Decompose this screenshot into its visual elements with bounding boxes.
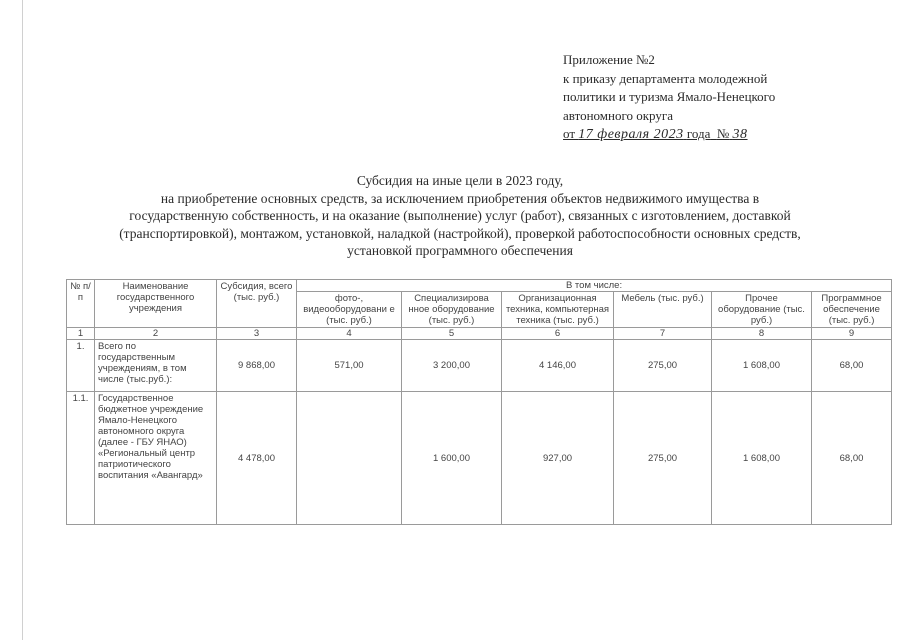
header-software: Программное обеспечение (тыс. руб.): [812, 292, 892, 328]
appendix-header: [563, 51, 893, 145]
cell-special-equipment: 3 200,00: [402, 340, 502, 392]
row-name: Всего по государственным учреждениям, в том числе (тыс.руб.):: [95, 340, 217, 392]
cell-other-equipment: 1 608,00: [712, 392, 812, 525]
header-num: № п/п: [67, 280, 95, 328]
column-number: 1: [67, 328, 95, 340]
cell-other-equipment: 1 608,00: [712, 340, 812, 392]
header-furniture: Мебель (тыс. руб.): [614, 292, 712, 328]
cell-photo-video: 571,00: [297, 340, 402, 392]
row-number: 1.: [67, 340, 95, 392]
cell-photo-video: [297, 392, 402, 525]
column-number: 9: [812, 328, 892, 340]
cell-software: 68,00: [812, 340, 892, 392]
cell-subsidy-total: 4 478,00: [217, 392, 297, 525]
title-line-4: (транспортировкой), монтажом, установкой, наладкой (настройкой), проверкой работоспособности основных средств,: [119, 225, 801, 241]
order-number: 38: [732, 127, 748, 142]
header-group: В том числе:: [297, 280, 892, 292]
table-row-institution: [67, 392, 892, 525]
header-name: Наименование государственного учреждения: [95, 280, 217, 328]
header-row: [67, 280, 892, 292]
cell-furniture: 275,00: [614, 392, 712, 525]
column-number: 3: [217, 328, 297, 340]
title-line-1: Субсидия на иные цели в 2023 году,: [356, 173, 564, 188]
column-numbers-row: [67, 328, 892, 340]
header-other-equipment: Прочее оборудование (тыс. руб.): [712, 292, 812, 328]
appendix-line-3: политики и туризма Ямало-Ненецкого: [563, 89, 776, 104]
header-subsidy: Субсидия, всего (тыс. руб.): [217, 280, 297, 328]
title-line-3: государственную собственность, и на оказание (выполнение) услуг (работ), связанных с изготовлением, доставкой: [129, 208, 791, 223]
column-number: 6: [502, 328, 614, 340]
row-name: Государственное бюджетное учреждение Ямало-Ненецкого автономного округа (далее - ГБУ ЯНАО) «Региональный центр патриотического воспитания «Авангард»: [95, 392, 217, 525]
document-title: [60, 172, 860, 260]
cell-office-computer: 927,00: [502, 392, 614, 525]
column-number: 8: [712, 328, 812, 340]
order-prefix: от: [563, 126, 576, 141]
header-office-computer: Организационная техника, компьютерная техника (тыс. руб.): [502, 292, 614, 328]
title-line-2: на приобретение основных средств, за исключением приобретения объектов недвижимого имущества в: [160, 190, 760, 206]
cell-software: 68,00: [812, 392, 892, 525]
cell-office-computer: 4 146,00: [502, 340, 614, 392]
order-date: 17 февраля 2023: [578, 127, 684, 142]
cell-subsidy-total: 9 868,00: [217, 340, 297, 392]
column-number: 7: [614, 328, 712, 340]
appendix-line-4: автономного округа: [563, 107, 673, 123]
table-row-total: [67, 340, 892, 392]
column-number: 5: [402, 328, 502, 340]
cell-special-equipment: 1 600,00: [402, 392, 502, 525]
row-number: 1.1.: [67, 392, 95, 525]
order-year-word: года: [686, 126, 711, 141]
subsidy-table: [66, 279, 892, 525]
appendix-line-2: к приказу департамента молодежной: [563, 70, 768, 86]
cell-furniture: 275,00: [614, 340, 712, 392]
appendix-line-1: Приложение №2: [563, 52, 655, 67]
order-reference: [563, 125, 893, 145]
column-number: 2: [95, 328, 217, 340]
title-line-5: установкой программного обеспечения: [347, 243, 573, 258]
header-photo-video: фото-, видеооборудовани е (тыс. руб.): [297, 292, 402, 328]
column-number: 4: [297, 328, 402, 340]
page-left-edge: [22, 0, 23, 640]
header-special-equipment: Специализирова нное оборудование (тыс. руб.): [402, 292, 502, 328]
order-number-prefix: №: [716, 126, 730, 141]
